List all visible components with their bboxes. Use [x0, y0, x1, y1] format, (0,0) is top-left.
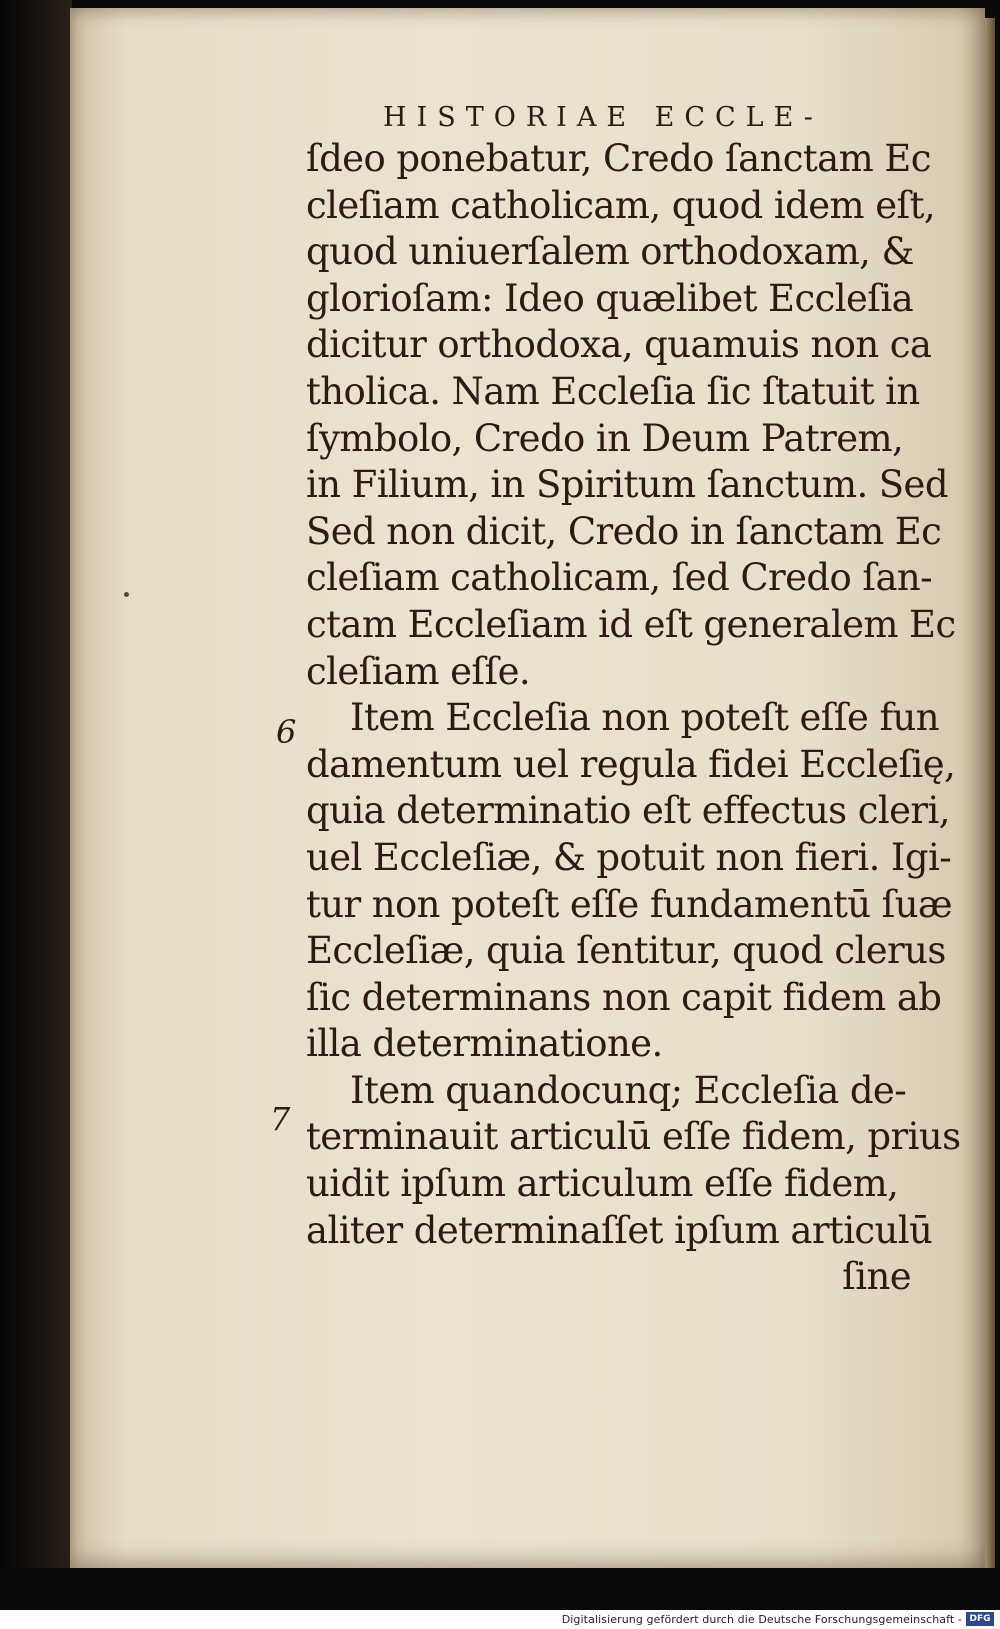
text-line: ſdeo ponebatur, Credo ſanctam Ec [306, 137, 931, 180]
text-line: uel Eccleſiæ, & potuit non fieri. Igi- [306, 835, 952, 879]
footer-bar [0, 1610, 1000, 1629]
catchword: ſine [842, 1255, 911, 1299]
body-text [306, 136, 961, 1301]
text-line: Sed non dicit, Credo in ſanctam Ec [306, 509, 942, 553]
text-line: illa determinatione. [306, 1022, 663, 1066]
text-line: Eccleſiæ, quia ſentitur, quod clerus [306, 929, 946, 973]
text-line: cleſiam catholicam, quod idem eſt, [306, 183, 936, 227]
text-line: uidit ipſum articulum eſſe fidem, [306, 1162, 899, 1206]
text-line: tur non poteſt eſſe fundamentū ſuæ [306, 882, 953, 926]
paragraph-number-6: 6 [276, 713, 297, 751]
text-line: in Filium, in Spiritum ſanctum. Sed [306, 463, 948, 507]
text-line: ctam Eccleſiam id eſt generalem Ec [306, 602, 956, 646]
text-line: ſic determinans non capit fidem ab [306, 975, 942, 1019]
text-line: Item quandocunq; Eccleſia de- [350, 1068, 907, 1112]
dfg-logo-icon: DFG [966, 1612, 994, 1626]
paragraph-number-7: 7 [270, 1100, 291, 1138]
text-line: cleſiam catholicam, ſed Credo ſan- [306, 556, 933, 600]
text-line: quod uniuerſalem orthodoxam, & [306, 230, 914, 274]
text-line: aliter determinaſſet ipſum articulū [306, 1208, 933, 1252]
text-line: damentum uel regula fidei Eccleſię, [306, 742, 956, 786]
footer-credit: Digitalisierung gefördert durch die Deutsche Forschungsgemeinschaft - [561, 1613, 962, 1626]
running-header: HISTORIAE ECCLE- [383, 102, 823, 133]
book-binding-left [0, 0, 72, 1580]
text-line: Item Eccleſia non poteſt eſſe fun [350, 696, 940, 740]
text-line: cleſiam eſſe. [306, 649, 531, 693]
text-line: quia determinatio eſt effectus cleri, [306, 789, 950, 833]
text-line: tholica. Nam Eccleſia ſic ſtatuit in [306, 369, 920, 413]
page-speck [124, 592, 129, 597]
text-line: ſymbolo, Credo in Deum Patrem, [306, 416, 904, 460]
text-line: dicitur orthodoxa, quamuis non ca [306, 323, 932, 367]
text-line: glorioſam: Ideo quælibet Eccleſia [306, 276, 914, 320]
scan-background [0, 1568, 1000, 1610]
text-line: terminauit articulū eſſe fidem, prius [306, 1115, 961, 1159]
